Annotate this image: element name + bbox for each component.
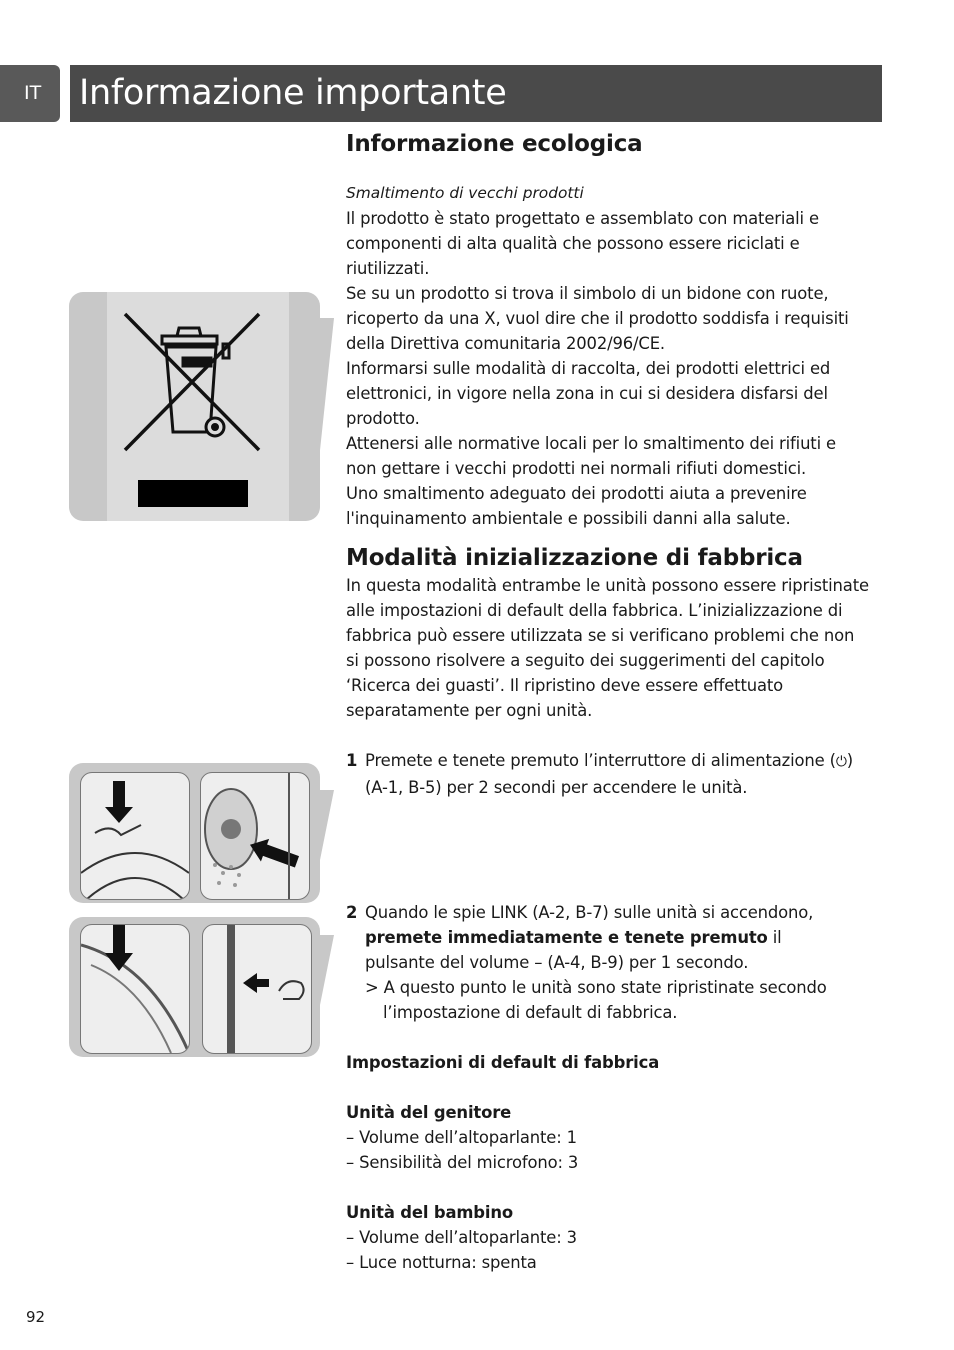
step-text: (A-1, B-5) per 2 secondi per accendere le unità. xyxy=(365,778,748,797)
eco-line: ricoperto da una X, vuol dire che il prodotto soddisfa i requisiti xyxy=(346,309,849,328)
reset-line: si possono risolvere a seguito dei suggerimenti del capitolo xyxy=(346,651,825,670)
list-item: – Volume dell’altoparlante: 3 xyxy=(346,1228,577,1247)
subheading-disposal: Smaltimento di vecchi prodotti xyxy=(346,184,584,202)
step-text: Quando le spie LINK (A-2, B-7) sulle unità si accendono, xyxy=(365,903,814,922)
step-text: pulsante del volume – (A-4, B-9) per 1 secondo. xyxy=(365,953,749,972)
page-header xyxy=(70,65,882,122)
step-text: il xyxy=(767,928,782,947)
step-2 xyxy=(346,900,886,925)
side-button-illustration xyxy=(203,925,311,1053)
step-text: Premete e tenete premuto l’interruttore di alimentazione ( xyxy=(365,751,836,770)
parent-unit-heading: Unità del genitore xyxy=(346,1103,512,1122)
step-1 xyxy=(346,748,886,775)
eco-line: non gettare i vecchi prodotti nei normali rifiuti domestici. xyxy=(346,459,807,478)
reset-line: separatamente per ogni unità. xyxy=(346,701,593,720)
panel-wedge-decoration xyxy=(316,790,334,880)
step-result: > A questo punto le unità sono state ripristinate secondo xyxy=(365,978,827,997)
crossed-out-wheelie-bin-icon xyxy=(107,292,289,521)
weee-illustration-panel xyxy=(69,292,320,521)
eco-line: elettronici, in vigore nella zona in cui si desidera disfarsi del xyxy=(346,384,828,403)
step2-illustration-panel xyxy=(69,917,320,1057)
eco-line: riutilizzati. xyxy=(346,259,430,278)
eco-line: Uno smaltimento adeguato dei prodotti aiuta a prevenire xyxy=(346,484,807,503)
step-number: 1 xyxy=(346,751,358,770)
defaults-heading: Impostazioni di default di fabbrica xyxy=(346,1053,660,1072)
list-item: – Volume dell’altoparlante: 1 xyxy=(346,1128,577,1147)
page-number: 92 xyxy=(26,1308,46,1326)
eco-line: Il prodotto è stato progettato e assemblato con materiali e xyxy=(346,209,819,228)
reset-line: fabbrica può essere utilizzata se si verificano problemi che non xyxy=(346,626,855,645)
step-number: 2 xyxy=(346,903,358,922)
eco-line: della Direttiva comunitaria 2002/96/CE. xyxy=(346,334,665,353)
eco-line: Attenersi alle normative locali per lo smaltimento dei rifiuti e xyxy=(346,434,836,453)
panel-wedge-decoration xyxy=(316,318,334,488)
volume-button-illustration xyxy=(81,925,189,1053)
eco-line: Informarsi sulle modalità di raccolta, dei prodotti elettrici ed xyxy=(346,359,831,378)
step-emphasis: premete immediatamente e tenete premuto xyxy=(365,928,768,947)
arrow-left-icon xyxy=(243,973,269,993)
list-item: – Luce notturna: spenta xyxy=(346,1253,537,1272)
eco-line: l'inquinamento ambientale e possibili danni alla salute. xyxy=(346,509,791,528)
list-item: – Sensibilità del microfono: 3 xyxy=(346,1153,579,1172)
side-button-illustration xyxy=(202,924,312,1054)
arrow-down-icon xyxy=(105,781,133,823)
eco-line: componenti di alta qualità che possono essere riciclati e xyxy=(346,234,800,253)
arrow-down-icon xyxy=(105,925,133,971)
volume-button-illustration xyxy=(80,924,190,1054)
reset-line: In questa modalità entrambe le unità possono essere ripristinate xyxy=(346,576,869,595)
step-result: l’impostazione di default di fabbrica. xyxy=(383,1003,678,1022)
page-title: Informazione importante xyxy=(79,73,507,113)
weee-illustration-inner xyxy=(107,292,289,521)
language-tab: IT xyxy=(0,65,60,122)
finger-press-illustration xyxy=(81,773,189,899)
step1-illustration-panel xyxy=(69,763,320,903)
power-button-illustration xyxy=(200,772,310,900)
eco-line: prodotto. xyxy=(346,409,420,428)
power-button-illustration xyxy=(201,773,309,899)
finger-press-illustration xyxy=(80,772,190,900)
panel-wedge-decoration xyxy=(316,935,334,1025)
eco-line: Se su un prodotto si trova il simbolo di un bidone con ruote, xyxy=(346,284,829,303)
power-icon: ⏻ xyxy=(835,754,847,770)
reset-line: alle impostazioni di default della fabbrica. L’inizializzazione di xyxy=(346,601,843,620)
main-content xyxy=(346,124,886,1275)
step-text xyxy=(346,925,886,950)
step-text: ) xyxy=(846,751,854,770)
baby-unit-heading: Unità del bambino xyxy=(346,1203,513,1222)
reset-line: ‘Ricerca dei guasti’. Il ripristino deve essere effettuato xyxy=(346,676,784,695)
section-heading-reset: Modalità inizializzazione di fabbrica xyxy=(346,545,803,571)
section-heading-eco: Informazione ecologica xyxy=(346,131,643,157)
